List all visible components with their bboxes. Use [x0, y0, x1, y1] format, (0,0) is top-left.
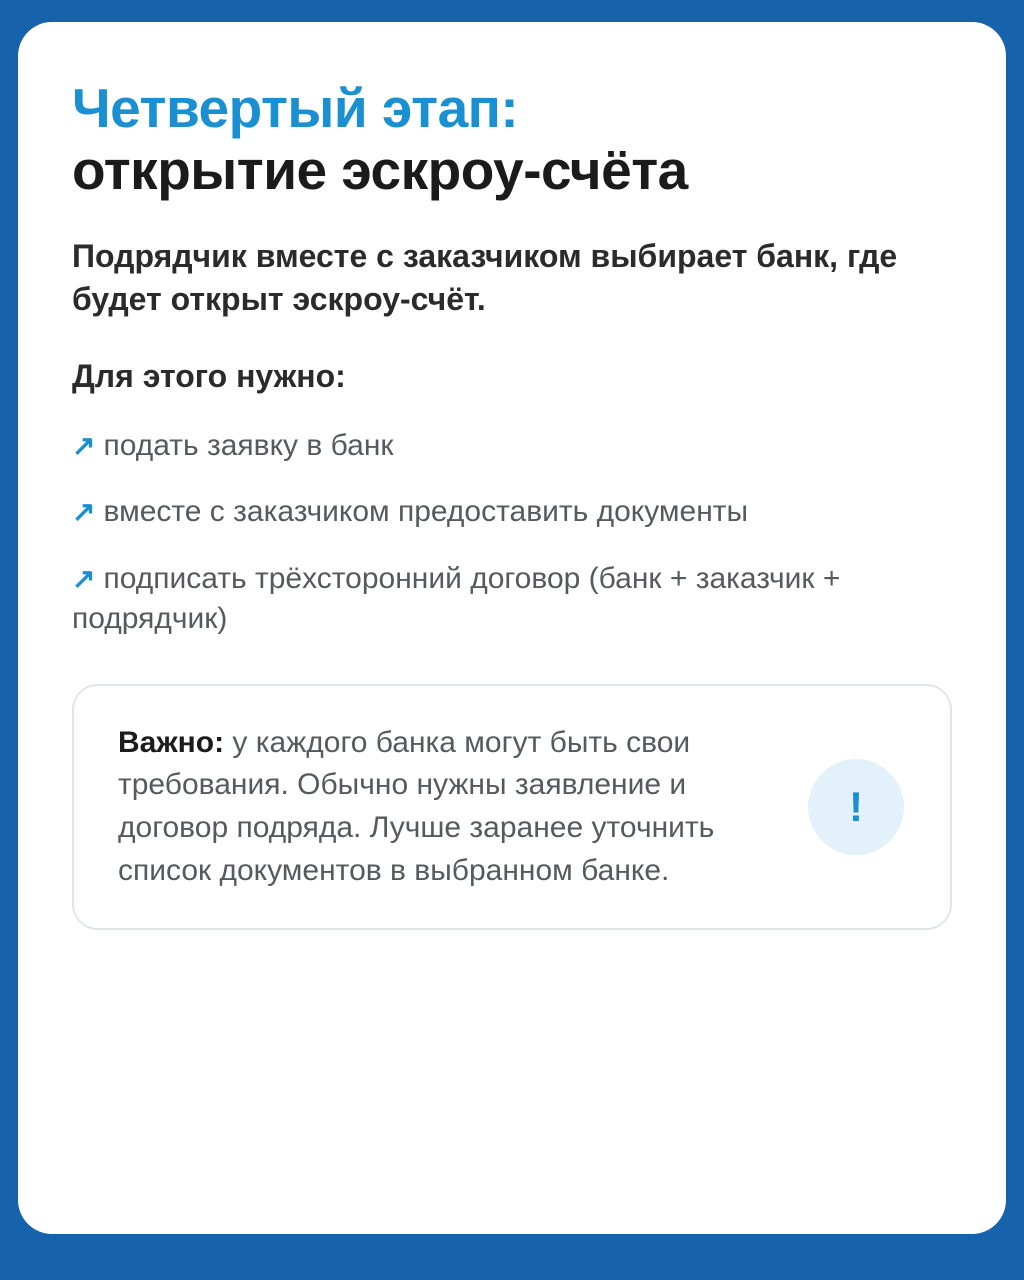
note-label: Важно: — [118, 725, 225, 759]
list-item — [72, 492, 952, 533]
bullet-list — [72, 426, 952, 640]
note-body: у каждого банка могут быть свои требования. Обычно нужны заявление и договор подряда. Лучше заранее уточнить список документов в выбранном банке. — [118, 725, 715, 887]
list-item-label: подписать трёхсторонний договор (банк + заказчик + подрядчик) — [72, 561, 841, 636]
note-text — [118, 722, 800, 892]
list-item — [72, 426, 952, 467]
bottom-spacer — [72, 930, 952, 1194]
arrow-up-right-icon: ↗ — [72, 562, 96, 594]
title-line-accent: Четвертый этап: — [72, 77, 519, 139]
title-line-main: открытие эскроу-счёта — [72, 138, 688, 201]
exclamation-icon: ! — [808, 759, 904, 855]
arrow-up-right-icon: ↗ — [72, 429, 96, 461]
important-note — [72, 684, 952, 930]
content-card — [18, 22, 1006, 1234]
list-item-label: вместе с заказчиком предоставить документы — [103, 495, 749, 529]
list-item — [72, 559, 952, 640]
lead-paragraph: Подрядчик вместе с заказчиком выбирает банк, где будет открыт эскроу-счёт. — [72, 238, 898, 317]
subhead: Для этого нужно: — [72, 358, 346, 395]
page-title — [72, 78, 952, 201]
arrow-up-right-icon: ↗ — [72, 496, 96, 528]
list-item-label: подать заявку в банк — [103, 428, 394, 462]
